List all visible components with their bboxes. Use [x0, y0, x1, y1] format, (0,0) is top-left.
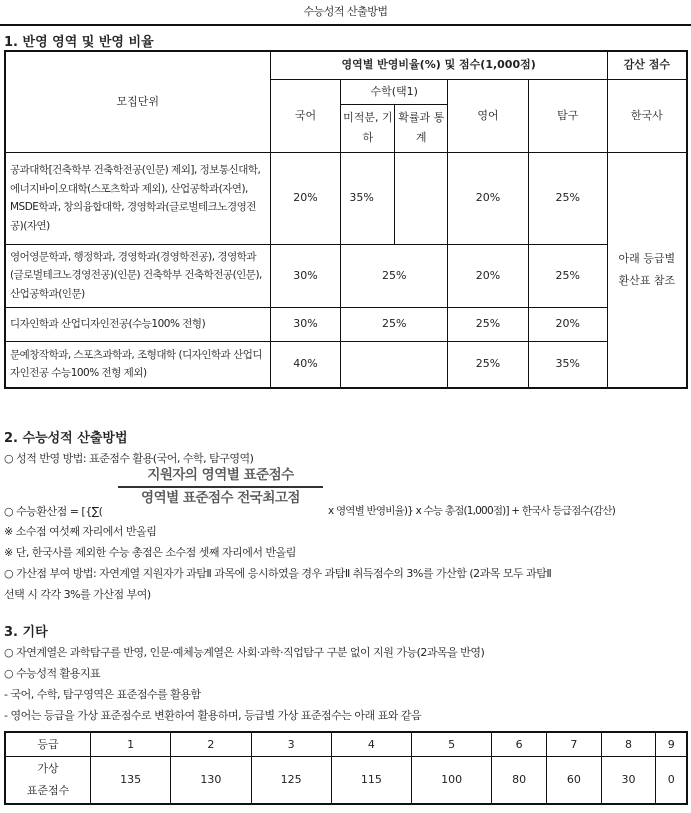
math-cell: 25%: [341, 307, 448, 341]
grade-cell: 2: [171, 732, 251, 756]
formula-numerator: 지원자의 영역별 표준점수: [147, 467, 294, 483]
grade-cell: 7: [546, 732, 601, 756]
score-row: [5, 756, 687, 804]
info-line: - 국어, 수학, 탐구영역은 표준점수를 활용함: [4, 688, 201, 701]
table-row: [5, 244, 687, 307]
section3-heading: 3. 기타: [4, 625, 48, 640]
method-line: ○ 성적 반영 방법: 표준점수 활용(국어, 수학, 탐구영역): [4, 452, 254, 465]
inquiry-cell: 20%: [528, 307, 607, 341]
formula: [0, 469, 691, 521]
formula-fraction: [118, 465, 323, 507]
unit-cell: 영어영문학과, 행정학과, 경영학과(경영학전공), 경영학과(글로벌테크노경영전공)(인문) 건축학부 건축학전공(인문), 산업공학과(인문): [5, 244, 270, 307]
english-cell: 25%: [448, 341, 529, 388]
score-cell: 0: [656, 756, 687, 804]
grade-cell: 9: [656, 732, 687, 756]
info-line: - 영어는 등급을 가상 표준점수로 변환하여 활용하며, 등급별 가상 표준점수는 아래 표와 같음: [4, 709, 422, 722]
header-unit: 모집단위: [5, 51, 270, 152]
unit-cell: 공과대학[건축학부 건축학전공(인문) 제외], 정보통신대학, 에너지바이오대학(스포츠학과 제외), 산업공학과(자연), MSDE학과, 창의융합대학, 경영학과(글로벌테크노경영전공)(자연): [5, 152, 270, 244]
col-math: 수학(택1): [341, 79, 448, 104]
inquiry-cell: 25%: [528, 152, 607, 244]
score-cell: 125: [251, 756, 331, 804]
table-row: [5, 307, 687, 341]
col-math-calculus: 미적분, 기하: [341, 104, 395, 152]
korean-cell: 20%: [270, 152, 341, 244]
score-label-b: 표준점수: [26, 783, 70, 797]
math-cell: [341, 341, 448, 388]
info-line: ○ 수능성적 활용지표: [4, 667, 101, 680]
score-cell: 115: [331, 756, 411, 804]
score-label: [5, 756, 91, 804]
korean-cell: 30%: [270, 244, 341, 307]
formula-denominator: 영역별 표준점수 전국최고점: [141, 490, 300, 506]
col-history: 한국사: [607, 79, 687, 152]
bonus-line: ○ 가산점 부여 방법: 자연계열 지원자가 과탐Ⅱ 과목에 응시하였을 경우 과탐Ⅱ 취득점수의 3%를 가산함 (2과목 모두 과탐Ⅱ: [4, 567, 552, 580]
english-cell: 20%: [448, 244, 529, 307]
unit-cell: 문예창작학과, 스포츠과학과, 조형대학 (디자인학과 산업디자인전공 수능100% 전형 제외): [5, 341, 270, 388]
section2-heading: 2. 수능성적 산출방법: [4, 431, 128, 446]
english-cell: 20%: [448, 152, 529, 244]
grade-row: [5, 732, 687, 756]
score-cell: 30: [601, 756, 656, 804]
score-cell: 130: [171, 756, 251, 804]
score-cell: 135: [91, 756, 171, 804]
score-cell: 80: [492, 756, 547, 804]
inquiry-cell: 25%: [528, 244, 607, 307]
inquiry-cell: 35%: [528, 341, 607, 388]
formula-label: ○ 수능환산점 = [{∑(: [4, 505, 103, 518]
bonus-line: 선택 시 각각 3%를 가산점 부여): [4, 588, 151, 601]
grade-cell: 1: [91, 732, 171, 756]
section2: [0, 430, 691, 605]
page-title: 수능성적 산출방법: [0, 0, 691, 26]
korean-cell: 40%: [270, 341, 341, 388]
grade-cell: 5: [412, 732, 492, 756]
grade-cell: 4: [331, 732, 411, 756]
col-english: 영어: [448, 79, 529, 152]
grade-cell: 3: [251, 732, 331, 756]
fraction-bar: [118, 486, 323, 488]
math-b-cell: [395, 152, 448, 244]
grade-table: [4, 731, 688, 805]
score-label-a: 가상: [37, 761, 59, 775]
score-cell: 100: [412, 756, 492, 804]
math-a-cell: 35%: [341, 152, 395, 244]
col-inquiry: 탐구: [528, 79, 607, 152]
note-line: ※ 소수점 여섯째 자리에서 반올림: [4, 525, 157, 538]
section3: [0, 624, 691, 726]
table-row: [5, 341, 687, 388]
history-note: 아래 등급별 환산표 참조: [607, 152, 687, 388]
unit-cell: 디자인학과 산업디자인전공(수능100% 전형): [5, 307, 270, 341]
korean-cell: 30%: [270, 307, 341, 341]
table-row: [5, 152, 687, 244]
col-math-statistics: 확률과 통계: [395, 104, 448, 152]
formula-tail: x 영역별 반영비율)} x 수능 총점(1,000점)] + 한국사 등급점수(감산): [328, 505, 616, 517]
header-deduct: 감산 점수: [607, 51, 687, 79]
grade-cell: 6: [492, 732, 547, 756]
grade-cell: 8: [601, 732, 656, 756]
header-ratio: 영역별 반영비율(%) 및 점수(1,000점): [270, 51, 607, 79]
note-line: ※ 단, 한국사를 제외한 수능 총점은 소수점 셋째 자리에서 반올림: [4, 546, 296, 559]
score-cell: 60: [546, 756, 601, 804]
section1-heading: 1. 반영 영역 및 반영 비율: [4, 35, 154, 50]
info-line: ○ 자연계열은 과학탐구를 반영, 인문·예체능계열은 사회·과학·직업탐구 구분 없이 지원 가능(2과목을 반영): [4, 646, 485, 659]
math-cell: 25%: [341, 244, 448, 307]
grade-label: 등급: [5, 732, 91, 756]
ratio-table: [4, 50, 688, 389]
english-cell: 25%: [448, 307, 529, 341]
col-korean: 국어: [270, 79, 341, 152]
